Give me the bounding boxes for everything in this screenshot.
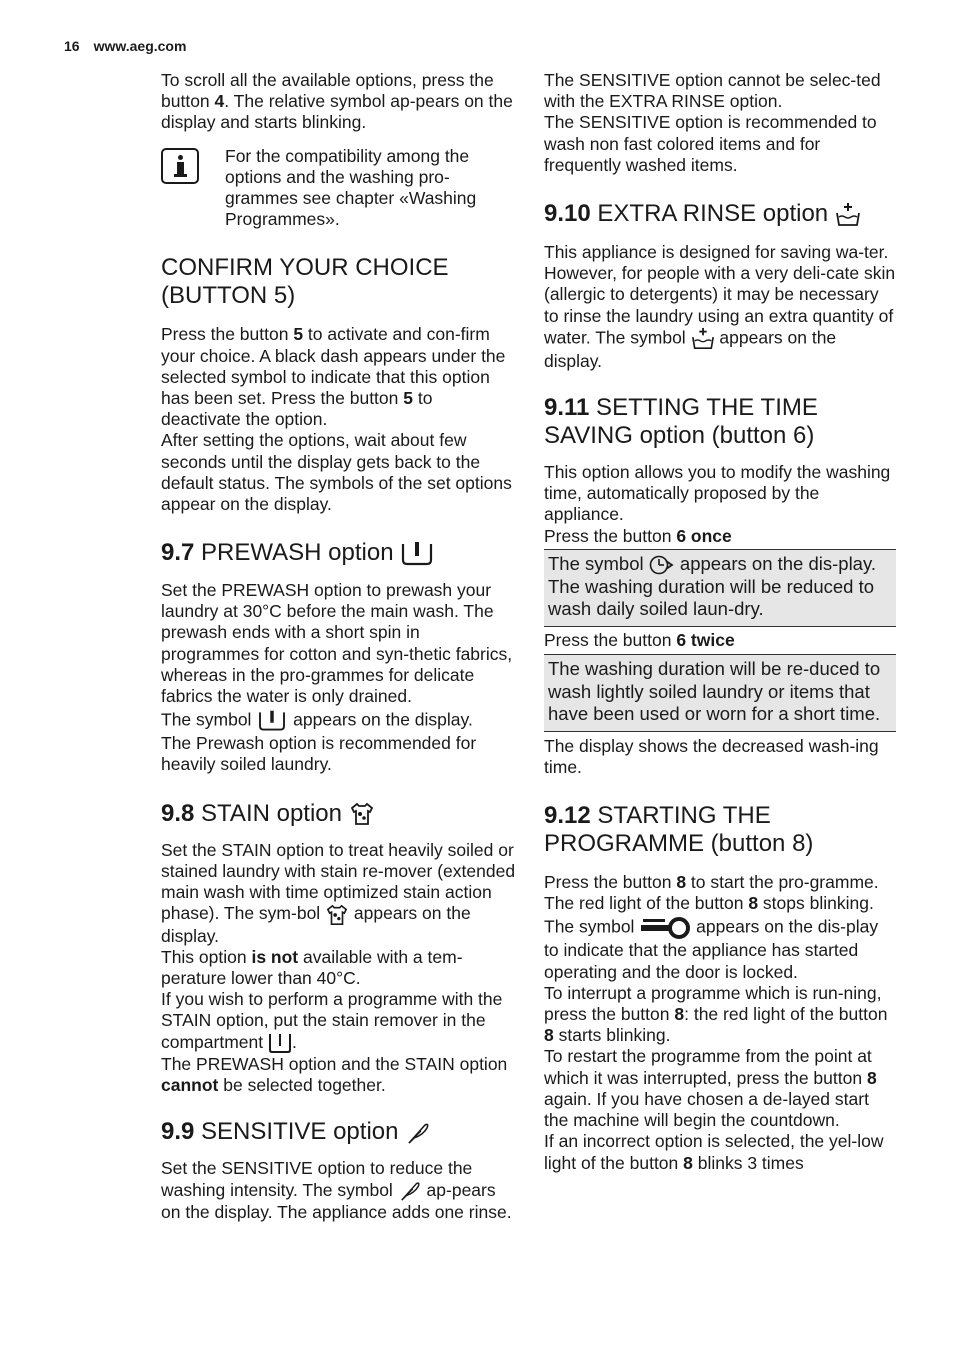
right-column: [544, 70, 896, 1174]
stain-paragraph-4: The PREWASH option and the STAIN option cannot be selected together.: [161, 1053, 508, 1096]
prewash-heading: 9.7 PREWASH option: [161, 539, 517, 568]
starting-paragraph-2: The symbol appears on the dis-play to indicate that the appliance has started operating and the door is locked.: [544, 917, 879, 982]
info-note-text: For the compatibility among the options and the washing pro-grammes see chapter «Washing Programmes».: [225, 145, 477, 230]
time-saving-paragraph-1: This option allows you to modify the washing time, automatically proposed by the appliance.: [544, 462, 891, 525]
door-lock-key-icon: [639, 916, 691, 940]
time-saving-box-once: The symbol appears on the dis-play. The washing duration will be reduced to wash daily soiled laun-dry.: [544, 549, 896, 627]
starting-paragraph-4: To restart the programme from the point at which it was interrupted, press the button 8 again. If you have chosen a de-layed start the machine will begin the countdown.: [544, 1046, 877, 1131]
time-saving-box-twice: The washing duration will be re-duced to wash lightly soiled laundry or items that have been used or worn for a short time.: [544, 654, 896, 732]
time-saving-clock-icon: [649, 554, 675, 576]
starting-paragraph-5: If an incorrect option is selected, the yel-low light of the button 8 blinks 3 times: [544, 1131, 884, 1173]
sensitive-paragraph-3: The SENSITIVE option is recommended to wash non fast colored items and for frequently washed items.: [544, 112, 877, 175]
confirm-paragraph-1: Press the button 5 to activate and con-firm your choice. A black dash appears under the selected symbol to indicate that this option has been set. Press the button 5 to deactivate the option.: [161, 324, 506, 430]
page-header: [64, 38, 186, 54]
time-saving-heading: 9.11 SETTING THE TIME SAVING option (button 6): [544, 394, 818, 450]
sensitive-heading: 9.9 SENSITIVE option: [161, 1118, 517, 1146]
starting-paragraph-1: Press the button 8 to start the pro-gramme. The red light of the button 8 stops blinking.: [544, 872, 879, 914]
intro-paragraph: To scroll all the available options, press the button 4. The relative symbol ap-pears on the display and starts blinking.: [161, 70, 513, 133]
prewash-icon: [400, 540, 434, 568]
time-saving-paragraph-2: Press the button 6 once: [544, 525, 732, 546]
prewash-icon: [256, 709, 288, 733]
feather-icon: [405, 1121, 431, 1145]
starting-paragraph-3: To interrupt a programme which is run-ning, press the button 8: the red light of the button 8 starts blinking.: [544, 982, 888, 1046]
feather-icon: [398, 1180, 422, 1202]
info-note: [161, 145, 517, 231]
sensitive-paragraph-2: The SENSITIVE option cannot be selec-ted with the EXTRA RINSE option.: [544, 70, 881, 112]
info-icon: [161, 148, 199, 184]
stain-shirt-icon: [349, 802, 375, 826]
confirm-paragraph-2: After setting the options, wait about few seconds until the display gets back to the default status. The symbols of the set options appear on the display.: [161, 430, 512, 515]
stain-paragraph-1: Set the STAIN option to treat heavily soiled or stained laundry with stain re-mover (extended main wash with time optimized stain action phase). The sym-bol appears on the display.: [161, 839, 516, 946]
page-number: 16: [64, 38, 80, 54]
stain-paragraph-2: This option is not available with a tem-perature lower than 40°C.: [161, 946, 463, 988]
stain-paragraph-3: If you wish to perform a programme with the STAIN option, put the stain remover in the compartment .: [161, 989, 517, 1054]
confirm-heading: CONFIRM YOUR CHOICE (BUTTON 5): [161, 254, 449, 310]
time-saving-paragraph-3: Press the button 6 twice: [544, 629, 735, 650]
website-url: www.aeg.com: [93, 38, 187, 54]
starting-heading: 9.12 STARTING THE PROGRAMME (button 8): [544, 802, 814, 858]
time-saving-paragraph-4: The display shows the decreased wash-ing time.: [544, 735, 879, 777]
prewash-paragraph-3: The Prewash option is recommended for heavily soiled laundry.: [161, 733, 477, 775]
stain-shirt-icon: [325, 904, 349, 926]
sensitive-paragraph-1: Set the SENSITIVE option to reduce the washing intensity. The symbol ap-pears on the display. The appliance adds one rinse.: [161, 1158, 512, 1222]
extra-rinse-paragraph: This appliance is designed for saving wa-ter. However, for people with a very deli-cate skin (allergic to detergents) it may be necessary to rinse the laundry using an extra quantity of water. The symbol appears on the display.: [544, 242, 896, 371]
left-column: [161, 70, 517, 1223]
prewash-paragraph-1: Set the PREWASH option to prewash your laundry at 30°C before the main wash. The prewash ends with a short spin in programmes for cotton and syn-thetic fabrics, whereas in the pro-grammes for delicate fabrics the water is only drained.: [161, 579, 513, 706]
extra-rinse-heading: 9.10 EXTRA RINSE option: [544, 200, 896, 228]
prewash-paragraph-2: The symbol appears on the display.: [161, 709, 517, 733]
compartment-icon: [268, 1032, 292, 1054]
extra-rinse-icon: [691, 327, 715, 351]
stain-heading: 9.8 STAIN option: [161, 800, 517, 828]
extra-rinse-icon: [835, 202, 861, 228]
